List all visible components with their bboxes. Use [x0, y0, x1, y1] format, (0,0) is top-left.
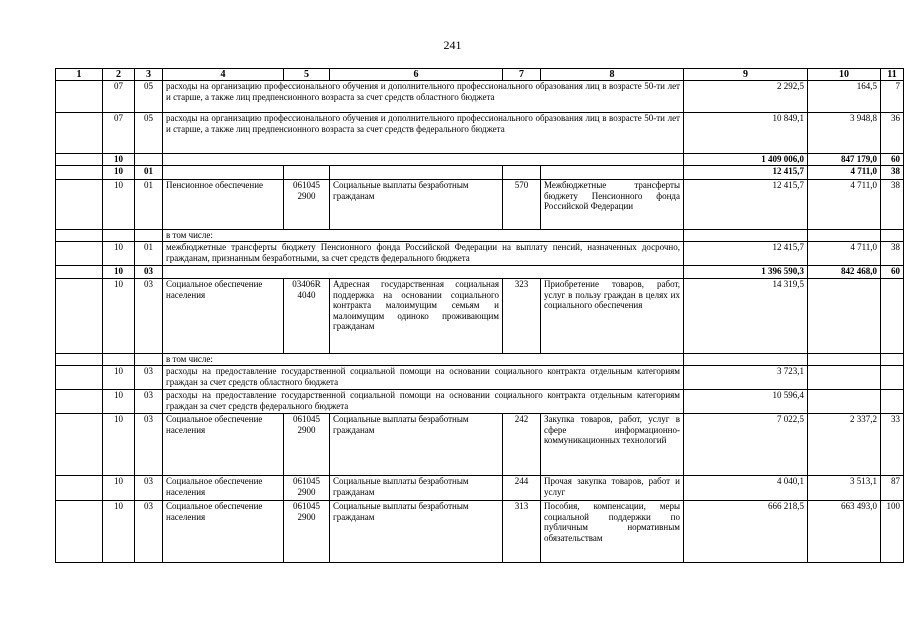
section-code: 10 — [103, 390, 135, 414]
section-code: 10 — [103, 180, 135, 230]
percent-executed: 60 — [881, 266, 904, 279]
cell-empty — [881, 230, 904, 242]
percent-executed — [881, 279, 904, 354]
target-article-name: Социальные выплаты безработным гражданам — [330, 501, 503, 563]
subsection-code: 03 — [135, 476, 163, 501]
percent-executed: 38 — [881, 242, 904, 266]
cell-empty — [881, 354, 904, 366]
percent-executed: 38 — [881, 166, 904, 180]
amount-actual: 4 711,0 — [808, 166, 881, 180]
cell-empty — [163, 266, 684, 279]
table-row — [56, 242, 904, 266]
amount-actual — [808, 366, 881, 390]
cell-empty — [56, 113, 103, 154]
amount-actual: 4 711,0 — [808, 242, 881, 266]
percent-executed: 33 — [881, 414, 904, 476]
section-code: 10 — [103, 366, 135, 390]
section-code: 07 — [103, 113, 135, 154]
table-row — [56, 414, 904, 476]
column-header: 2 — [103, 69, 135, 81]
cell-empty — [56, 180, 103, 230]
expense-description: расходы на предоставление государственной социальной помощи на основании социального контракта отдельным категориям граждан за счет средств федерального бюджета — [163, 390, 684, 414]
budget-table — [55, 68, 904, 563]
amount-plan: 3 723,1 — [684, 366, 808, 390]
subsection-name: Социальное обеспечение населения — [163, 414, 284, 476]
expense-description: расходы на организацию профессионального обучения и дополнительного профессионального образования лиц в возрасте 50-ти лет и старше, а также лиц предпенсионного возраста за счет средств областного бюджета — [163, 81, 684, 113]
cell-empty — [56, 279, 103, 354]
subsection-name: Социальное обеспечение населения — [163, 279, 284, 354]
target-article-name: Социальные выплаты безработным гражданам — [330, 180, 503, 230]
header-row — [56, 69, 904, 81]
subsection-code: 03 — [135, 414, 163, 476]
amount-actual — [808, 279, 881, 354]
cell-empty — [541, 166, 684, 180]
section-code: 10 — [103, 266, 135, 279]
note-row — [56, 230, 904, 242]
subsection-code: 03 — [135, 390, 163, 414]
subsection-code: 01 — [135, 242, 163, 266]
cell-empty — [684, 354, 808, 366]
expense-type-code: 242 — [503, 414, 541, 476]
expense-type-name: Закупка товаров, работ, услуг в сфере информационно-коммуникационных технологий — [541, 414, 684, 476]
subsection-code: 01 — [135, 166, 163, 180]
column-header: 1 — [56, 69, 103, 81]
total-row — [56, 166, 904, 180]
column-header: 4 — [163, 69, 284, 81]
cell-empty — [284, 166, 330, 180]
percent-executed: 7 — [881, 81, 904, 113]
page-number: 241 — [443, 38, 462, 52]
cell-empty — [56, 476, 103, 501]
amount-plan: 10 596,4 — [684, 390, 808, 414]
expense-type-name: Межбюджетные трансферты бюджету Пенсионного фонда Российской Федерации — [541, 180, 684, 230]
expense-type-code: 244 — [503, 476, 541, 501]
table-row — [56, 113, 904, 154]
expense-type-code: 570 — [503, 180, 541, 230]
target-article: 061045 2900 — [284, 476, 330, 501]
amount-plan: 1 396 590,3 — [684, 266, 808, 279]
section-code: 10 — [103, 414, 135, 476]
amount-plan: 12 415,7 — [684, 242, 808, 266]
cell-empty — [684, 230, 808, 242]
column-header: 3 — [135, 69, 163, 81]
percent-executed: 38 — [881, 180, 904, 230]
amount-plan: 2 292,5 — [684, 81, 808, 113]
percent-executed: 36 — [881, 113, 904, 154]
amount-actual — [808, 390, 881, 414]
subsection-code: 03 — [135, 366, 163, 390]
subsection-code: 03 — [135, 279, 163, 354]
note-text: в том числе: — [163, 354, 684, 366]
amount-actual: 3 513,1 — [808, 476, 881, 501]
amount-plan: 10 849,1 — [684, 113, 808, 154]
cell-empty — [808, 230, 881, 242]
expense-description: расходы на предоставление государственной социальной помощи на основании социального контракта отдельным категориям граждан за счет средств областного бюджета — [163, 366, 684, 390]
section-code: 10 — [103, 242, 135, 266]
total-row — [56, 266, 904, 279]
subsection-code — [135, 154, 163, 166]
percent-executed: 87 — [881, 476, 904, 501]
column-header: 9 — [684, 69, 808, 81]
cell-empty — [56, 154, 103, 166]
cell-empty — [56, 414, 103, 476]
table-row — [56, 476, 904, 501]
column-header: 6 — [330, 69, 503, 81]
column-header: 11 — [881, 69, 904, 81]
total-row — [56, 154, 904, 166]
amount-actual: 2 337,2 — [808, 414, 881, 476]
table-row — [56, 390, 904, 414]
amount-plan: 4 040,1 — [684, 476, 808, 501]
cell-empty — [103, 230, 135, 242]
subsection-name: Социальное обеспечение населения — [163, 476, 284, 501]
column-header: 7 — [503, 69, 541, 81]
amount-plan: 7 022,5 — [684, 414, 808, 476]
amount-actual: 164,5 — [808, 81, 881, 113]
target-article: 061045 2900 — [284, 414, 330, 476]
target-article: 061045 2900 — [284, 501, 330, 563]
section-code: 10 — [103, 476, 135, 501]
section-code: 10 — [103, 154, 135, 166]
cell-empty — [56, 501, 103, 563]
subsection-name: Социальное обеспечение населения — [163, 501, 284, 563]
percent-executed — [881, 366, 904, 390]
target-article-name: Социальные выплаты безработным гражданам — [330, 476, 503, 501]
expense-type-name: Пособия, компенсации, меры социальной поддержки по публичным нормативным обязательствам — [541, 501, 684, 563]
table-row — [56, 81, 904, 113]
amount-actual: 4 711,0 — [808, 180, 881, 230]
expense-type-code: 323 — [503, 279, 541, 354]
section-code: 10 — [103, 279, 135, 354]
percent-executed: 100 — [881, 501, 904, 563]
subsection-code: 01 — [135, 180, 163, 230]
subsection-code: 03 — [135, 501, 163, 563]
cell-empty — [163, 154, 684, 166]
amount-plan: 1 409 006,0 — [684, 154, 808, 166]
cell-empty — [56, 390, 103, 414]
table-row — [56, 366, 904, 390]
expense-type-name: Приобретение товаров, работ, услуг в пользу граждан в целях их социального обеспечения — [541, 279, 684, 354]
section-code: 10 — [103, 501, 135, 563]
cell-empty — [330, 166, 503, 180]
target-article: 03406R 4040 — [284, 279, 330, 354]
cell-empty — [56, 81, 103, 113]
cell-empty — [56, 166, 103, 180]
cell-empty — [103, 354, 135, 366]
target-article: 061045 2900 — [284, 180, 330, 230]
note-text: в том числе: — [163, 230, 684, 242]
amount-actual: 847 179,0 — [808, 154, 881, 166]
subsection-code: 05 — [135, 81, 163, 113]
amount-plan: 666 218,5 — [684, 501, 808, 563]
subsection-code: 03 — [135, 266, 163, 279]
amount-actual: 663 493,0 — [808, 501, 881, 563]
amount-actual: 842 468,0 — [808, 266, 881, 279]
column-header: 8 — [541, 69, 684, 81]
expense-description: расходы на организацию профессионального обучения и дополнительного профессионального образования лиц в возрасте 50-ти лет и старше, а также лиц предпенсионного возраста за счет средств федерального бюджета — [163, 113, 684, 154]
percent-executed — [881, 390, 904, 414]
section-code: 10 — [103, 166, 135, 180]
expense-type-name: Прочая закупка товаров, работ и услуг — [541, 476, 684, 501]
cell-empty — [163, 166, 284, 180]
table-row — [56, 180, 904, 230]
subsection-name: Пенсионное обеспечение — [163, 180, 284, 230]
expense-description: межбюджетные трансферты бюджету Пенсионного фонда Российской Федерации на выплату пенсий, назначенных досрочно, гражданам, признанным безработными, за счет средств федерального бюджета — [163, 242, 684, 266]
table-row — [56, 501, 904, 563]
cell-empty — [56, 366, 103, 390]
note-row — [56, 354, 904, 366]
cell-empty — [56, 230, 103, 242]
cell-empty — [135, 354, 163, 366]
cell-empty — [56, 266, 103, 279]
section-code: 07 — [103, 81, 135, 113]
table-row — [56, 279, 904, 354]
column-header: 5 — [284, 69, 330, 81]
cell-empty — [56, 354, 103, 366]
percent-executed: 60 — [881, 154, 904, 166]
amount-plan: 12 415,7 — [684, 180, 808, 230]
target-article-name: Социальные выплаты безработным гражданам — [330, 414, 503, 476]
amount-actual: 3 948,8 — [808, 113, 881, 154]
target-article-name: Адресная государственная социальная поддержка на основании социального контракта малоимущим семьям и малоимущим одиноко проживающим гражданам — [330, 279, 503, 354]
subsection-code: 05 — [135, 113, 163, 154]
cell-empty — [56, 242, 103, 266]
expense-type-code: 313 — [503, 501, 541, 563]
column-header: 10 — [808, 69, 881, 81]
cell-empty — [503, 166, 541, 180]
amount-plan: 12 415,7 — [684, 166, 808, 180]
amount-plan: 14 319,5 — [684, 279, 808, 354]
cell-empty — [808, 354, 881, 366]
cell-empty — [135, 230, 163, 242]
